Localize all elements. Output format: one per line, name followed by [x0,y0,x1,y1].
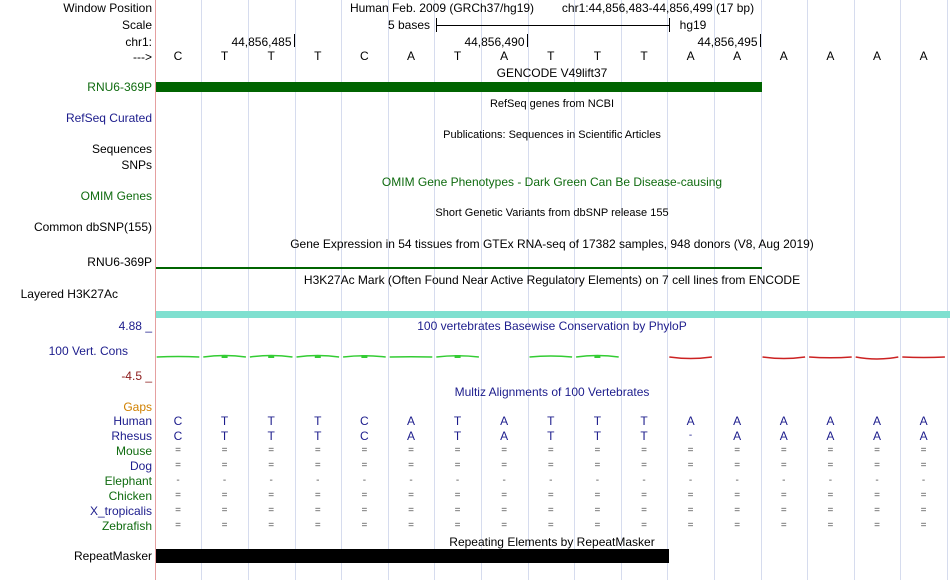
alignment-base: = [827,445,834,456]
alignment-base: = [687,490,694,501]
alignment-base: T [453,414,462,428]
reference-base: A [406,49,415,63]
alignment-base: = [874,505,880,516]
reference-base: A [872,49,881,63]
alignment-base: = [361,445,368,456]
alignment-base: = [920,520,927,531]
phylop-mark [455,355,461,358]
alignment-base: - [735,475,739,486]
alignment-base: - [176,475,180,486]
ruler-tick-label: 44,856,490 [464,35,525,49]
alignment-base: T [220,429,229,443]
alignment-base: = [780,505,787,516]
reference-base: A [733,49,742,63]
alignment-base: = [501,460,508,471]
alignment-base: = [175,490,181,501]
alignment-base: = [594,490,601,501]
alignment-base: = [408,445,414,456]
h3k27ac-track-label[interactable]: Layered H3K27Ac [20,287,118,301]
scale-bar-left-tick [436,18,437,32]
alignment-base: A [779,414,788,428]
alignment-base: = [920,460,927,471]
reference-base: T [267,49,275,63]
alignment-base: = [361,490,368,501]
alignment-base: - [782,475,786,486]
refseq-track-title: RefSeq genes from NCBI [489,98,615,110]
alignment-base: = [687,520,694,531]
species-label[interactable]: Dog [129,459,152,473]
ruler-tick [760,34,761,47]
phylop-mark [669,357,712,359]
alignment-base: = [268,490,275,501]
alignment-base: A [733,414,742,428]
alignment-base: T [267,414,275,428]
alignment-base: T [593,414,602,428]
alignment-base: = [454,490,461,501]
alignment-base: = [594,460,601,471]
alignment-base: = [408,490,414,501]
alignment-base: = [268,445,275,456]
alignment-base: T [640,429,648,443]
species-label[interactable]: Rhesus [111,429,152,443]
refseq-track-label[interactable]: RefSeq Curated [65,111,152,125]
alignment-base: A [686,414,695,428]
reference-base: T [453,49,462,63]
h3k27ac-signal[interactable] [156,311,950,318]
gencode-gene-feature[interactable] [156,82,762,92]
alignment-base: = [454,460,461,471]
ruler-tick-label: 44,856,485 [231,35,292,49]
alignment-base: = [361,505,368,516]
omim-track-title: OMIM Gene Phenotypes - Dark Green Can Be Disease-causing [381,175,723,189]
alignment-base: = [874,460,880,471]
scale-bar-right-tick [669,18,670,32]
reference-base: T [640,49,648,63]
phylop-max-label: 4.88 _ [118,319,152,333]
alignment-base: = [641,505,647,516]
alignment-base: = [780,445,787,456]
alignment-base: A [872,414,881,428]
alignment-base: C [173,429,183,443]
alignment-base: = [454,520,461,531]
gencode-track-label[interactable]: RNU6-369P [87,80,152,94]
alignment-base: = [314,445,321,456]
alignment-base: = [734,505,741,516]
phylop-mark [222,355,228,358]
alignment-base: T [593,429,602,443]
alignment-base: C [173,414,183,428]
alignment-base: = [268,460,275,471]
alignment-base: = [734,445,741,456]
alignment-base: = [827,505,834,516]
alignment-base: = [221,445,228,456]
alignment-base: = [408,505,414,516]
alignment-base: = [454,505,461,516]
gencode-track-title: GENCODE V49lift37 [496,66,608,80]
alignment-base: A [779,429,788,443]
alignment-base: = [547,490,554,501]
scale-bar [436,25,670,26]
alignment-base: - [921,475,926,486]
gaps-label[interactable]: Gaps [123,400,152,414]
alignment-base: - [502,475,506,486]
alignment-base: A [500,429,509,443]
alignment-base: T [453,429,462,443]
alignment-base: = [314,460,321,471]
alignment-base: = [594,520,601,531]
alignment-base: = [874,445,880,456]
phylop-mark [315,355,321,358]
alignment-base: = [175,460,181,471]
alignment-base: A [872,429,881,443]
reference-base: T [547,49,555,63]
ruler-tick [294,34,295,47]
scale-bar-text: 5 bases [387,18,431,32]
scale-label: Scale [121,18,152,32]
repeatmasker-track-label[interactable]: RepeatMasker [73,549,152,563]
alignment-base: = [780,520,787,531]
phylop-mark [268,355,274,358]
alignment-base: = [175,505,181,516]
phylop-mark [594,355,600,358]
alignment-base: - [875,475,879,486]
alignment-base: = [175,520,181,531]
multiz-track-title: Multiz Alignments of 100 Vertebrates [454,385,650,399]
species-label[interactable]: Human [113,414,152,428]
alignment-base: T [314,429,322,443]
alignment-base: - [828,475,833,486]
alignment-base: = [268,505,275,516]
phylop-mark [157,357,200,358]
alignment-base: - [642,475,646,486]
alignment-base: = [175,445,181,456]
alignment-base: = [641,445,647,456]
gtex-track-title: Gene Expression in 54 tissues from GTEx RNA-seq of 17382 samples, 948 donors (V8, Aug 2019) [290,237,814,251]
alignment-base: C [360,429,369,443]
alignment-base: A [500,414,509,428]
alignment-base: T [640,414,648,428]
phylop-mark [763,357,806,359]
position-text: chr1:44,856,483-44,856,499 (17 bp) [561,1,755,15]
alignment-base: = [408,460,414,471]
publications-track-title: Publications: Sequences in Scientific Articles [443,129,661,141]
alignment-base: A [826,414,835,428]
alignment-base: = [547,460,554,471]
chrom-label: chr1: [125,35,152,49]
species-label[interactable]: Zebrafish [101,519,152,533]
alignment-base: = [874,520,880,531]
alignment-base: = [874,490,880,501]
species-label[interactable]: Chicken [108,489,152,503]
dbsnp-track-label[interactable]: Common dbSNP(155) [33,220,152,234]
strand-arrow-label: ---> [133,50,152,64]
dbsnp-track-title: Short Genetic Variants from dbSNP release 155 [435,207,669,219]
gtex-track-label[interactable]: RNU6-369P [87,255,152,269]
reference-base: A [779,49,788,63]
alignment-base: = [221,460,228,471]
alignment-base: - [595,475,600,486]
alignment-base: = [501,520,508,531]
alignment-base: = [687,445,694,456]
alignment-base: A [406,414,415,428]
snps-label[interactable]: SNPs [121,158,152,172]
repeatmasker-track-title: Repeating Elements by RepeatMasker [449,535,655,549]
reference-base: A [826,49,835,63]
alignment-base: = [641,490,647,501]
alignment-base: - [362,475,367,486]
alignment-base: = [314,505,321,516]
phylop-mark [361,355,367,358]
alignment-base: = [547,445,554,456]
species-label[interactable]: Elephant [104,474,152,488]
alignment-base: = [361,460,368,471]
track-area[interactable] [156,0,950,580]
species-label[interactable]: X_tropicalis [89,504,152,518]
alignment-base: - [409,475,413,486]
alignment-base: C [360,414,369,428]
alignment-base: = [314,490,321,501]
alignment-base: A [826,429,835,443]
species-label[interactable]: Mouse [115,444,152,458]
phylop-mark [902,357,945,358]
alignment-base: = [501,505,508,516]
publications-sequences-label[interactable]: Sequences [91,142,152,156]
alignment-base: = [827,460,834,471]
alignment-base: = [221,505,228,516]
alignment-base: T [314,414,322,428]
alignment-base: A [406,429,415,443]
h3k27ac-track-title: H3K27Ac Mark (Often Found Near Active Regulatory Elements) on 7 cell lines from ENCODE [303,273,801,287]
reference-base: C [360,49,369,63]
track-label-column [0,0,155,580]
alignment-base: = [687,460,694,471]
alignment-base: = [594,505,601,516]
alignment-base: T [547,414,555,428]
phylop-track-label[interactable]: 100 Vert. Cons [48,344,128,358]
alignment-base: = [827,490,834,501]
alignment-base: = [641,460,647,471]
alignment-base: = [221,490,228,501]
phylop-mark [856,357,899,359]
alignment-base: = [780,490,787,501]
alignment-base: = [734,460,741,471]
alignment-base: T [220,414,229,428]
alignment-base: T [267,429,275,443]
alignment-base: = [408,520,414,531]
alignment-base: = [501,445,508,456]
alignment-base: = [547,505,554,516]
alignment-base: = [501,490,508,501]
window-position-label: Window Position [63,1,152,15]
omim-track-label[interactable]: OMIM Genes [80,189,152,203]
alignment-base: = [454,445,461,456]
alignment-base: = [734,490,741,501]
phylop-min-label: -4.5 _ [121,369,152,383]
ruler-tick [527,34,528,47]
alignment-base: A [919,429,928,443]
alignment-base: - [316,475,320,486]
alignment-base: A [919,414,928,428]
alignment-base: - [688,430,693,441]
scale-db-text: hg19 [679,18,707,32]
alignment-base: = [547,520,554,531]
phylop-plot [156,345,950,370]
alignment-base: - [222,475,227,486]
reference-base: T [314,49,322,63]
ruler-tick-label: 44,856,495 [697,35,758,49]
alignment-base: = [594,445,601,456]
gtex-gene-line[interactable] [156,267,762,269]
assembly-text: Human Feb. 2009 (GRCh37/hg19) [349,1,535,15]
alignment-base: - [688,475,693,486]
phylop-track-title: 100 vertebrates Basewise Conservation by PhyloP [417,319,687,333]
alignment-base: A [733,429,742,443]
alignment-base: = [780,460,787,471]
reference-base: A [919,49,928,63]
phylop-mark [809,357,852,358]
phylop-mark [530,356,573,357]
alignment-base: - [269,475,273,486]
alignment-base: = [734,520,741,531]
alignment-base: = [361,520,368,531]
alignment-base: = [920,505,927,516]
alignment-base: T [547,429,555,443]
alignment-base: = [221,520,228,531]
reference-base: A [686,49,695,63]
alignment-base: - [455,475,460,486]
alignment-base: = [268,520,275,531]
alignment-base: = [687,505,694,516]
alignment-base: = [641,520,647,531]
reference-base: T [593,49,602,63]
repeat-element-feature[interactable] [156,549,669,563]
alignment-base: - [549,475,553,486]
alignment-base: = [827,520,834,531]
reference-base: A [500,49,509,63]
alignment-base: = [920,490,927,501]
reference-base: T [220,49,229,63]
alignment-base: = [920,445,927,456]
reference-base: C [173,49,183,63]
alignment-base: = [314,520,321,531]
